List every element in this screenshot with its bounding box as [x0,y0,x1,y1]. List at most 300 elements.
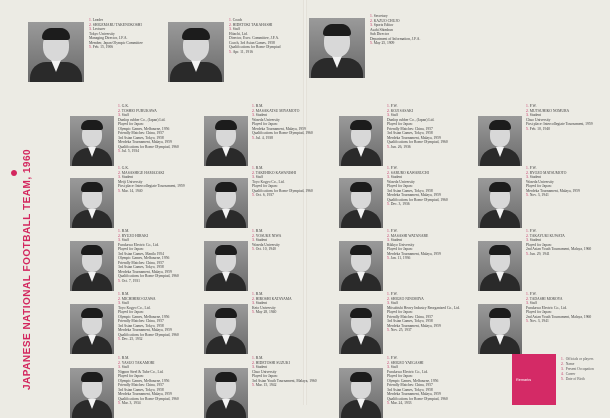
player-photo [204,304,248,354]
vertical-title [8,90,33,390]
info-line: First place: Intercollegiate Tournament, 1959 [526,122,593,126]
player-photo [204,368,248,418]
info-line: Qualifications for Rome Olympiad, 1960 [252,131,313,135]
info-line: Chuo University [526,117,551,122]
field-number: 2. [526,170,529,175]
info-line: Waseda University [252,117,280,122]
field-number: 1. [387,104,390,108]
info-line: Merdeka Tournament, Malaya, 1959 [118,269,172,274]
field-number: 3. [526,113,529,117]
field-number: 2. [89,22,92,27]
info-line: Olympic Games, Melbourne, 1956 [118,378,170,383]
player-photo [339,178,383,228]
info-line: 3rd Asian Games, Tokyo, 1958 [118,387,164,392]
info-line: Member, Japan Olympic Committee [89,40,143,45]
info-line: 5.Jun. 26, 1936 [387,144,411,149]
info-line: Merdeka Tournament, Malaya, 1959 [387,323,441,328]
player-photo [70,178,114,228]
field-number: 5. [118,149,121,153]
field-number: 5. [118,278,121,283]
field-number: 5. [229,49,232,54]
field-number: 1. [118,104,121,108]
field-number: 1. [526,229,529,233]
player-photo [309,18,365,78]
info-line: 5.Jul. 5, 1934 [118,149,139,153]
field-number: 1. [387,356,390,360]
member-info [526,229,606,256]
member-info [387,166,465,207]
player-photo [339,116,383,166]
info-line: Qualifications for Rome Olympiad, 1960 [118,332,179,337]
field-number: 3. [229,27,232,31]
field-number: 3. [118,301,121,305]
info-line: Department of Information, J.F.A. [370,36,421,41]
info-line: Played for Japan: [526,242,552,247]
info-line: Friendly Matches: China, 1957 [118,131,164,135]
field-number: 5. [118,337,121,341]
field-number: 3. [387,113,390,117]
info-line: 2.MASASHI WATANABE [387,233,429,238]
info-line: Waseda University [387,179,415,184]
info-line: 2.MASASHIGE HAMAZAKI [118,170,165,175]
field-number: 2. [387,170,390,175]
info-line: Furukawa Electric Co., Ltd. [526,305,568,310]
player-photo [478,178,522,228]
member-info [118,292,196,342]
legend-number: 1. [561,357,564,361]
info-line: 2.MASAKATSU MIYAMOTO [252,108,300,113]
field-number: 5. [89,45,92,49]
field-number: 5. [526,193,529,197]
legend-item: 2. Name [561,362,575,366]
info-line: Friendly Matches: China, 1957 [118,319,164,323]
field-number: 1. [252,166,255,170]
info-line: Friendly Matches: China, 1957 [387,126,433,131]
member-info [118,166,196,193]
member-info [252,166,330,198]
info-line: 5.Nov. 3, 1941 [526,319,549,323]
info-line: Played for Japan: [252,374,278,378]
info-line: Merdeka Tournament, Malaya, 1959 [387,135,441,140]
info-line: Tokyo University [89,31,115,36]
info-line: 1.B.M. [118,229,130,233]
field-number: 1. [526,292,529,296]
member-info [387,104,465,149]
field-number: 1. [252,356,255,360]
field-number: 3. [252,113,255,117]
field-number: 3. [118,365,121,369]
legend-item: 4. Career [561,372,576,376]
field-number: 2. [387,296,390,301]
field-number: 1. [252,229,255,233]
info-line: 1.G.K. [118,166,129,170]
info-line: 5.Mar. 15, 1942 [252,383,277,387]
member-info [387,356,465,406]
info-line: 5.Mar. 14, 1940 [118,188,143,193]
field-number: 1. [252,292,255,296]
field-number: 2. [118,108,121,113]
info-line: Chuo University [252,369,277,374]
field-number: 5. [252,193,255,197]
info-line: Played for Japan: [252,184,278,188]
field-number: 3. [118,175,121,179]
info-line: 3rd Asian Youth Tournament, Malaya, 1960 [252,378,317,383]
field-number: 2. [252,108,255,113]
info-line: 3.Student [118,175,134,179]
info-line: Waseda University [252,242,280,247]
field-number: 1. [229,18,232,22]
field-number: 3. [370,23,373,27]
info-line: 2.KAZUO CHUJO [370,18,400,23]
info-line: 1.F.W. [526,166,537,170]
field-number: 3. [526,301,529,305]
info-line: 2.TADASHI MOROYA [526,296,563,301]
info-line: 5.Oct. 7, 1931 [118,278,140,283]
player-photo [204,241,248,291]
field-number: 3. [387,175,390,179]
info-line: 1.B.M. [252,229,264,233]
info-line: 3.Student [526,175,542,179]
info-line: Played for Japan: [118,247,144,251]
info-line: 5.Dec. 25, 1932 [118,337,143,341]
player-photo [204,116,248,166]
field-number: 1. [252,104,255,108]
field-number: 2. [118,170,121,175]
info-line: 2.TOSHIO FURUKAWA [118,108,157,113]
field-number: 1. [387,166,390,170]
field-number: 2. [252,296,255,301]
info-line: 3rd Asian Games, Tokyo, 1958 [387,188,433,193]
field-number: 5. [118,188,121,193]
legend-number: 5. [561,377,564,381]
field-number: 2. [387,108,390,113]
info-line: 1.G.K. [118,104,129,108]
info-line: Asahi Shimbun [370,27,393,32]
field-number: 1. [118,166,121,170]
info-line: 3.Staff [118,113,129,117]
info-line: Merdeka Tournament, Malaya, 1959 [526,188,580,193]
legend-number: 3. [561,367,564,371]
info-line: Played for Japan: [387,247,413,251]
info-line: Played for Japan: [526,310,552,314]
info-line: Furukawa Electric Co., Ltd. [118,242,160,247]
member-info [387,292,465,333]
info-line: 5.Dec. 3, 1936 [387,202,410,206]
info-line: Waseda University [526,179,554,184]
info-line: Qualifications for Rome Olympiad, 1960 [387,197,448,202]
info-line: Olympic Games, Melbourne, 1956 [118,256,170,260]
info-line: Merdeka Tournament, Malaya, 1959 [118,392,172,396]
info-line: 2.TAKAYUKI KUWATA [526,233,565,238]
info-line: 3rd Asian Games, Tokyo, 1958 [118,135,164,140]
info-line: Friendly Matches: China, 1957 [387,383,433,387]
info-line: 5.Mar. 24, 1933 [387,401,412,405]
info-line: Coach, 3rd Asian Games, 1958 [229,40,275,45]
field-number: 3. [118,238,121,242]
field-number: 5. [252,310,255,314]
info-line: 1.B.M. [252,104,264,108]
field-number: 1. [118,229,121,233]
info-line: 2.YASUO TAKAMORI [118,360,155,365]
info-line: 5.May 28, 1940 [252,310,277,314]
player-photo [70,241,114,291]
info-line: 2.HIDETOSHI SUZUKI [252,360,290,365]
field-number: 2. [252,233,255,238]
field-number: 3. [252,365,255,369]
info-line: 3.Student [526,238,542,242]
field-number: 3. [526,175,529,179]
info-line: 5.Oct. 6, 1937 [252,193,274,197]
info-line: Dunlop rubber Co., (Japan) Ltd. [387,117,435,122]
member-info [526,166,606,198]
field-number: 5. [387,202,390,206]
info-line: 1.B.M. [118,292,130,296]
info-line: 3.Staff [387,301,398,305]
member-info [252,229,330,252]
info-line: 3.Staff [118,365,129,369]
info-line: 2.HIDETOKI TAKAHASHI [229,22,273,27]
player-photo [28,22,84,82]
field-number: 5. [526,126,529,131]
field-number: 2. [387,233,390,238]
member-info [89,18,167,50]
legend-item: 1. Officials or players [561,357,594,361]
field-number: 2. [252,170,255,175]
info-line: Played for Japan: [118,374,144,378]
info-line: 3.Student [252,238,268,242]
info-line: 2.SHIGEO YAEGASHI [387,360,424,365]
info-line: 3rd Asian Games, Tokyo, 1958 [118,323,164,328]
info-line: Sub Director [370,32,389,36]
legend-item: 3. Present Occupation [561,367,594,371]
player-photo [339,304,383,354]
info-line: Merdeka Tournament, Malaya, 1959 [387,193,441,197]
info-line: Olympic Games, Melbourne, 1956 [118,126,170,131]
info-line: 3.Lecturer [89,27,106,31]
field-number: 3. [387,301,390,305]
field-number: 5. [387,401,390,405]
info-line: 1.F.W. [526,229,537,233]
remarks-box [512,354,556,405]
info-line: 5.Nov. 25, 1937 [387,328,412,332]
member-info [118,229,196,283]
field-number: 3. [118,113,121,117]
info-line: 3.Student [387,175,403,179]
member-info [118,356,196,406]
info-line: 1.F.W. [387,166,398,170]
info-line: 3.Staff [229,27,240,31]
field-number: 2. [526,296,529,301]
info-line: 5.Mar. 3, 1934 [118,401,141,405]
field-number: 2. [252,360,255,365]
field-number: 3. [387,365,390,369]
member-info [387,229,465,261]
info-line: 2.SABURO KAWABUCHI [387,170,429,175]
info-line: 1.F.W. [526,292,537,296]
member-info [118,104,196,154]
member-info [526,292,606,324]
info-line: 1.Coach [229,18,243,22]
info-line: Friendly Matches: China, 1957 [387,314,433,319]
field-number: 1. [387,292,390,296]
info-line: 3.Student [252,301,268,305]
legend-item: 5. Date of Birth [561,377,585,381]
info-line: 1.B.M. [118,356,130,360]
info-line: Qualifications for Rome Olympiad, 1960 [118,274,179,278]
info-line: 3.Staff [526,301,537,305]
field-number: 5. [526,319,529,323]
info-line: Furukawa Electric Co., Ltd. [387,369,429,374]
info-line: Mitsubishi Heavy Industry Reorganized Co., Ltd. [387,305,461,310]
info-line: 5.Apr. 11, 1916 [229,49,253,54]
field-number: 1. [118,292,121,296]
info-line: 5.Oct. 10, 1940 [252,247,276,251]
field-number: 2. [118,233,121,238]
info-line: Director, Exec. Committee, J.F.A. [229,36,280,40]
info-line: Played for Japan: [387,122,413,126]
info-line: 2.SHIGEMARU TAKENOKOSHI [89,22,142,27]
info-line: Merdeka Tournament, Malaya, 1959 [387,392,441,396]
info-line: 3.Student [387,238,403,242]
info-line: Played for Japan: [118,122,144,126]
info-line: 2.RYUZO HIRAKI [118,233,149,238]
info-line: Nippon Steel & Tube Co., Ltd. [118,369,164,374]
field-number: 5. [526,251,529,256]
info-line: 1.B.M. [252,292,264,296]
info-line: Rikkyo University [387,242,415,247]
info-line: Dunlop rubber Co., (Japan) Ltd. [118,117,166,122]
player-photo [478,304,522,354]
info-line: 2.YOSUKE NIWA [252,233,282,238]
player-photo [70,304,114,354]
player-photo [70,368,114,418]
info-line: Keio University [252,305,276,310]
info-line: 1.F.W. [387,229,398,233]
info-line: Merdeka Tournament, Malaya, 1959 [387,251,441,256]
info-line: 1.Leader [89,18,103,22]
member-info [370,14,448,46]
field-number: 1. [118,356,121,360]
info-line: 3rd Asian Games, Tokyo, 1958 [387,131,433,135]
field-number: 2. [387,360,390,365]
info-line: 3rd Asian Games, Manila 1954 [118,251,164,256]
info-line: 2.HIROSHI KATAYAMA [252,296,292,301]
info-line: Played for Japan: [252,122,278,126]
info-line: Hitachi, Ltd. [229,31,248,36]
info-line: Olympic Games, Melbourne, 1956 [118,314,170,319]
info-line: Managing Director, J.F.A. [89,36,128,40]
info-line: 1.F.W. [387,104,398,108]
info-line: 1.F.W. [387,292,398,296]
field-number: 5. [387,328,390,332]
member-info [252,104,330,140]
info-line: 2.KOJI SASAKI [387,108,413,113]
info-line: 1.F.W. [526,104,537,108]
info-line: 1.Secretary [370,14,388,18]
info-line: Toyo Kogyo Co., Ltd. [252,179,285,184]
info-line: 5.Feb. 10, 1940 [526,126,551,131]
field-number: 1. [526,166,529,170]
info-line: 2.TAKEHIKO KAWANISHI [252,170,297,175]
field-number: 5. [387,144,390,149]
info-line: 3.Student [252,113,268,117]
field-number: 5. [252,247,255,251]
field-number: 5. [118,401,121,405]
field-number: 2. [118,360,121,365]
player-photo [204,178,248,228]
info-line: Qualifications for Rome Olympiad, 1960 [387,396,448,401]
field-number: 2. [229,22,232,27]
info-line: 3.Staff [118,238,129,242]
info-line: 5.Jan. 11, 1936 [387,256,411,260]
field-number: 1. [89,18,92,22]
info-line: Merdeka Tournament, Malaya, 1959 [118,140,172,144]
field-number: 3. [252,238,255,242]
info-line: 2nd Asian Youth Tournament, Malaya, 1960 [526,247,592,251]
info-line: 2.SHIGEO NINOMIYA [387,296,424,301]
page-title: JAPANESE NATIONAL FOOTBALL TEAM, 1960 [22,148,33,390]
field-number: 5. [252,383,255,387]
info-line: 3rd Asian Games, Tokyo, 1958 [387,387,433,392]
field-number: 3. [252,175,255,179]
info-line: 5.Nov. 3, 1941 [526,193,549,197]
info-line: 1.B.M. [252,356,264,360]
info-line: 3.Staff [387,365,398,369]
info-line: First place: Intercollegiate Tournament, 1959 [118,184,185,188]
info-line: 2.MUTSUHIKO NOMURA [526,108,570,113]
info-line: 2.RYOZO MATSUMOTO [526,170,567,175]
info-line: Qualifications for Rome Olympiad, 1960 [387,140,448,144]
info-line: Played for Japan: [387,374,413,378]
player-photo [168,22,224,82]
info-line: 1.B.M. [252,166,264,170]
player-photo [339,241,383,291]
info-line: Olympic Games, Melbourne, 1956 [387,378,439,383]
legend [561,357,594,382]
field-number: 3. [387,238,390,242]
info-line: Toyo Kogyo Co., Ltd. [118,305,151,310]
info-line: Merdeka Tournament, Malaya, 1959 [118,328,172,332]
info-line: 3.Sports Editor [370,23,394,27]
info-line: 5.Jul. 4, 1938 [252,135,273,140]
player-photo [478,116,522,166]
member-info [252,356,330,388]
info-line: 2nd Asian Youth Tournament, Malaya, 1960 [526,314,592,319]
info-line: Merdeka Tournament, Malaya, 1959 [252,126,306,131]
info-line: 3rd Asian Games, Tokyo, 1958 [118,265,164,269]
info-line: 2.MICHIHIRO OZAWA [118,296,156,301]
member-info [229,18,307,54]
field-number: 2. [526,108,529,113]
field-number: 3. [526,238,529,242]
field-number: 5. [370,41,373,45]
info-line: 1.F.W. [387,356,398,360]
player-photo [70,116,114,166]
info-line: 3.Staff [118,301,129,305]
field-number: 2. [118,296,121,301]
field-number: 5. [252,135,255,140]
info-line: 3.Student [252,365,268,369]
info-line: Played for Japan: [387,184,413,188]
info-line: Qualifications for Rome Olympiad [229,45,281,49]
info-line: Qualifications for Rome Olympiad, 1960 [118,396,179,401]
info-line: Qualifications for Rome Olympiad, 1960 [252,188,313,193]
info-line: Played for Japan: [526,184,552,188]
field-number: 1. [526,104,529,108]
info-line: 5.May 25, 1909 [370,41,395,45]
info-line: 3.Staff [252,175,263,179]
info-line: Meiji University [118,179,143,184]
